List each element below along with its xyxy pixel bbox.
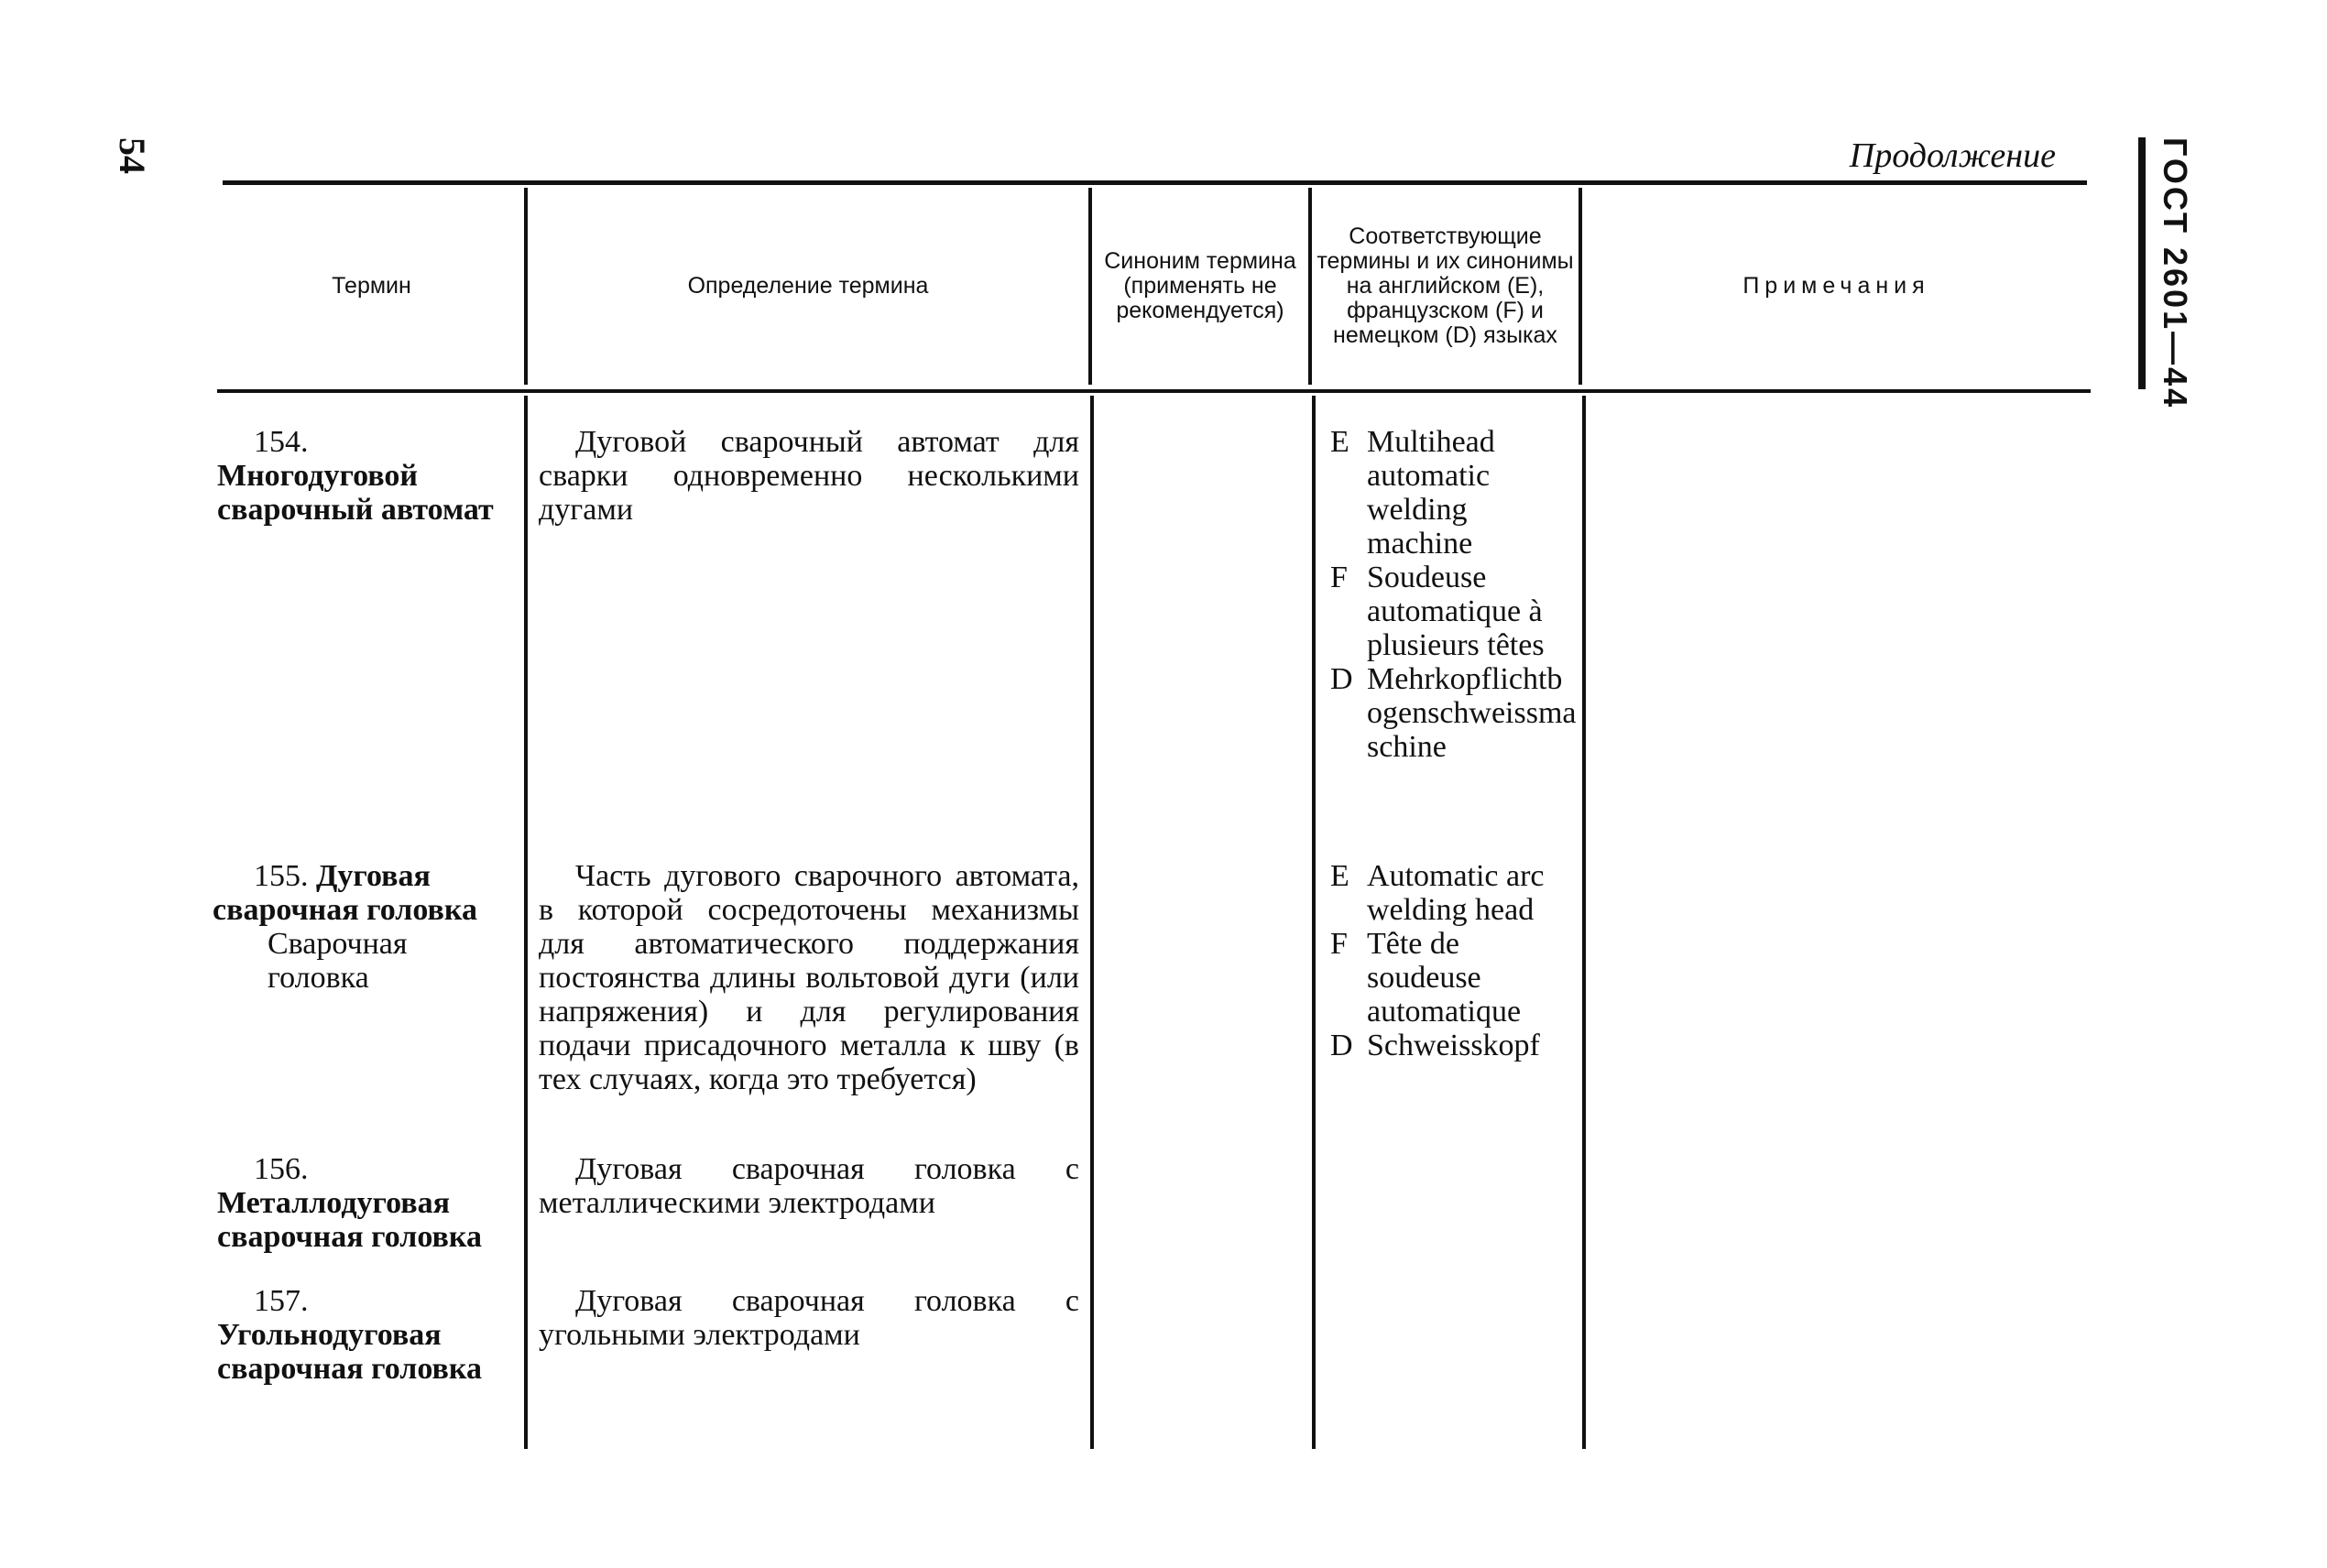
- col-divider: [1582, 396, 1586, 1449]
- table-row-definition: Дуговая сварочная головка с угольными электродами: [539, 1284, 1079, 1352]
- header-definition: Определение термина: [687, 273, 929, 299]
- equivalent-entry: D Mehrkopflichtbogenschweissmaschine: [1330, 662, 1577, 764]
- table-top-rule: [223, 180, 2087, 185]
- col-divider: [1088, 188, 1092, 385]
- table-row-definition: Часть дугового сварочного автомата, в которой сосредоточены механизмы для автоматического поддержания постоянства длины вольтовой дуги (или напряжения) и для регулирования подачи присадочного металла к шву (в тех случаях, когда это требуется): [539, 859, 1079, 1096]
- col-divider: [524, 188, 528, 385]
- term-number: 157.: [254, 1284, 309, 1318]
- header-synonym: Синоним термина (применять не рекомендуется): [1104, 248, 1296, 323]
- col-divider: [1090, 396, 1094, 1449]
- header-bottom-rule: [217, 389, 2091, 393]
- table-row-equivalents: [1330, 859, 1578, 1062]
- table-row-definition: Дуговой сварочный автомат для сварки одновременно несколькими дугами: [539, 425, 1079, 527]
- side-rule: [2138, 137, 2146, 389]
- table-row-term: [217, 1152, 510, 1254]
- equivalent-entry: F Soudeuse automatique à plusieurs têtes: [1330, 561, 1545, 662]
- table-row-term: [217, 1284, 510, 1386]
- term-synonym: Сварочная головка: [268, 927, 408, 995]
- standard-code: ГОСТ 2601—44: [2157, 137, 2194, 410]
- table-row-term: [213, 859, 515, 995]
- equivalent-entry: D Schweisskopf: [1330, 1029, 1540, 1062]
- col-divider: [1579, 188, 1582, 385]
- col-divider: [524, 396, 528, 1449]
- term-number: 156.: [254, 1152, 309, 1186]
- header-equivalents: Соответствующие термины и их синонимы на английском (E), французском (F) и немецком (D) языках: [1316, 223, 1574, 348]
- header-term: Термин: [332, 273, 411, 299]
- term-number: 155.: [254, 859, 309, 893]
- continuation-label: Продолжение: [1849, 136, 2056, 175]
- col-divider: [1312, 396, 1316, 1449]
- term-name: Многодуговой сварочный автомат: [217, 459, 494, 527]
- term-name: Угольнодуговая сварочная головка: [217, 1318, 482, 1386]
- term-name: Металлодуговая сварочная головка: [217, 1186, 482, 1254]
- table-row-definition: Дуговая сварочная головка с металлическими электродами: [539, 1152, 1079, 1220]
- term-number: 154.: [254, 425, 309, 459]
- equivalent-entry: F Tête de soudeuse automatique: [1330, 927, 1522, 1029]
- header-notes: Примечания: [1743, 273, 1930, 299]
- col-divider: [1308, 188, 1312, 385]
- equivalent-entry: E Multihead automatic welding machine: [1330, 425, 1495, 561]
- equivalent-entry: E Automatic arc welding head: [1330, 859, 1545, 927]
- term-name: Дуговая сварочная головка: [213, 859, 477, 927]
- table-row-term: [217, 425, 510, 527]
- page-number: 54: [112, 137, 153, 174]
- table-row-equivalents: [1330, 425, 1578, 764]
